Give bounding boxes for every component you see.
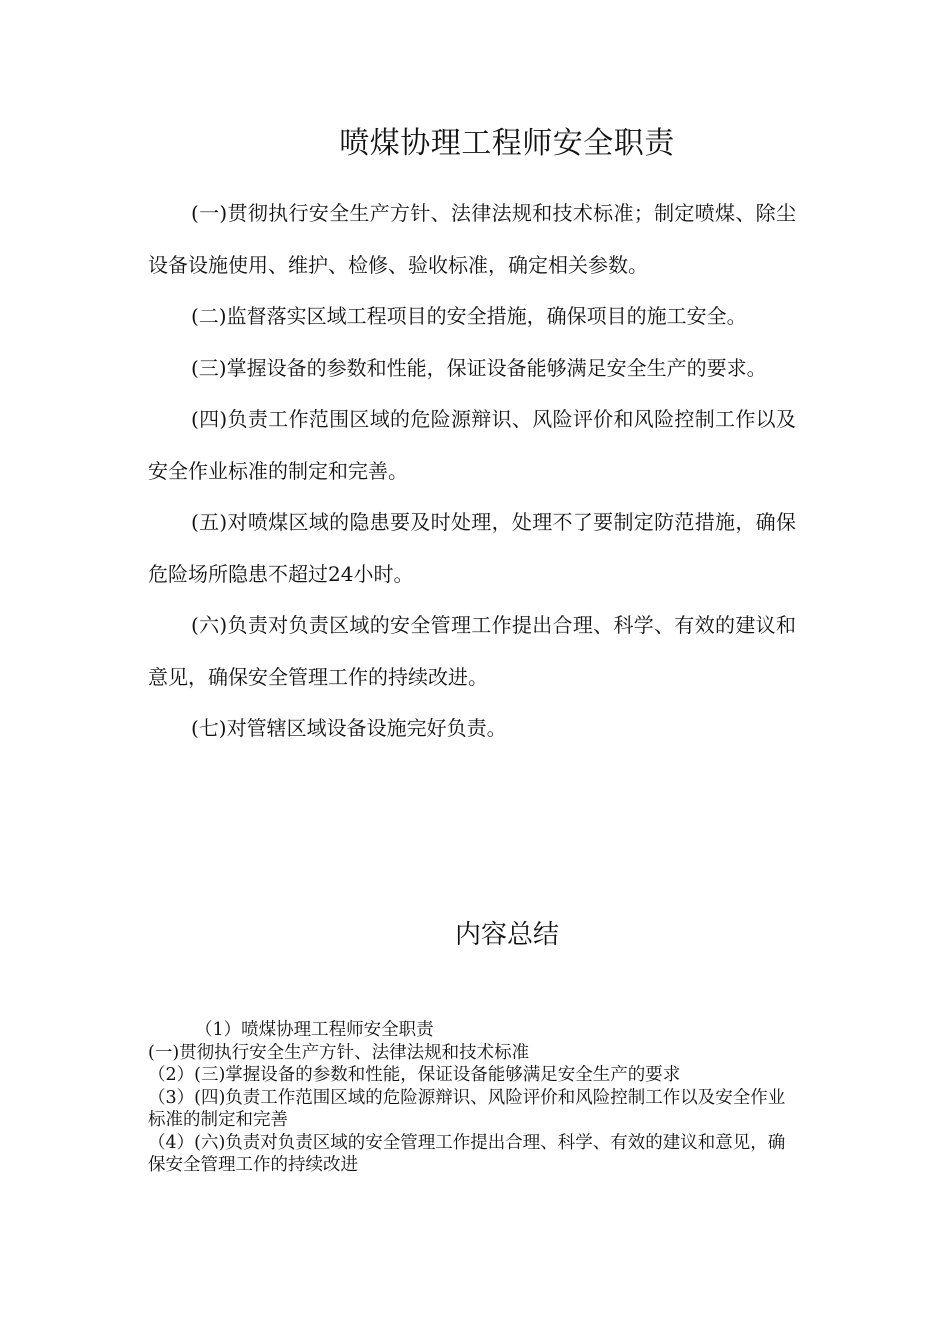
document-title: 喷煤协理工程师安全职责: [339, 126, 675, 161]
duties-list: [148, 188, 796, 755]
duty-item-7: (七)对管辖区域设备设施完好负责。: [191, 716, 507, 740]
duty-item-2: (二)监督落实区域工程项目的安全措施，确保项目的施工安全。: [191, 304, 747, 328]
duty-item-3: (三)掌握设备的参数和性能，保证设备能够满足安全生产的要求。: [191, 355, 767, 380]
summary-line-3: （2）(三)掌握设备的参数和性能，保证设备能够满足安全生产的要求: [148, 1065, 681, 1085]
summary-line-4: （3）(四)负责工作范围区域的危险源辩识、风险评价和风险控制工作以及安全作业标准的制定和完善: [148, 1087, 786, 1130]
duty-item-1: (一)贯彻执行安全生产方针、法律法规和技术标准；制定喷煤、除尘设备设施使用、维护、检修、验收标准，确定相关参数。: [148, 201, 796, 277]
duty-item-6: (六)负责对负责区域的安全管理工作提出合理、科学、有效的建议和意见，确保安全管理工作的持续改进。: [148, 613, 796, 689]
summary-line-1: （1）喷煤协理工程师安全职责: [195, 1020, 434, 1040]
duty-item-5: (五)对喷煤区域的隐患要及时处理，处理不了要制定防范措施，确保危险场所隐患不超过24小时。: [148, 510, 796, 586]
summary-line-5: （4）(六)负责对负责区域的安全管理工作提出合理、科学、有效的建议和意见，确保安全管理工作的持续改进: [148, 1132, 786, 1175]
summary-block: [148, 1019, 800, 1177]
duty-item-4: (四)负责工作范围区域的危险源辩识、风险评价和风险控制工作以及安全作业标准的制定和完善。: [148, 407, 796, 483]
summary-line-2: (一)贯彻执行安全生产方针、法律法规和技术标准: [148, 1042, 530, 1063]
summary-title: 内容总结: [454, 920, 559, 950]
